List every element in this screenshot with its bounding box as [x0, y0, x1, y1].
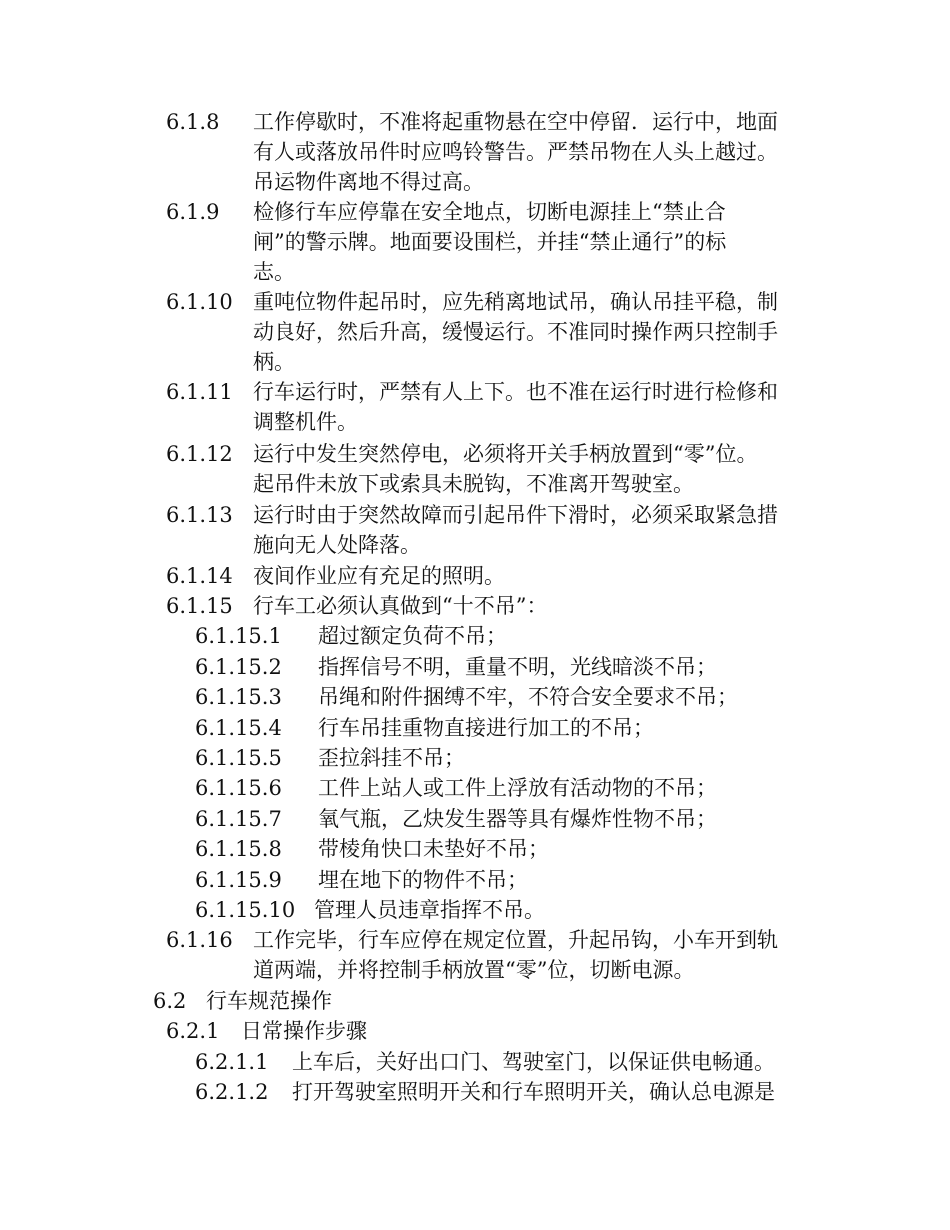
clause-text: 歪拉斜挂不吊；: [318, 746, 465, 770]
clause-text: 检修行车应停靠在安全地点，切断电源挂上“禁止合: [253, 200, 726, 224]
clause-text: 带棱角快口未垫好不吊；: [318, 837, 549, 861]
clause-number: 6.1.16: [166, 928, 233, 952]
clause-number: 6.1.9: [166, 200, 220, 224]
clause-number: 6.1.13: [166, 503, 233, 527]
clause-text: 上车后，关好出口门、驾驶室门，以保证供电畅通。: [292, 1050, 775, 1074]
clause-text: 超过额定负荷不吊；: [318, 624, 507, 648]
clause-text: 闸”的警示牌。地面要设围栏，并挂“禁止通行”的标: [253, 230, 727, 255]
clause-text: 氧气瓶，乙炔发生器等具有爆炸性物不吊；: [318, 807, 717, 831]
clause-text: 行车工必须认真做到“十不吊”：: [253, 594, 548, 618]
clause-text: 工作停歇时，不准将起重物悬在空中停留．运行中，地面: [253, 110, 778, 134]
clause-text: 柄。: [253, 350, 295, 375]
clause-text: 打开驾驶室照明开关和行车照明开关，确认总电源是: [292, 1080, 775, 1104]
clause-text: 起吊件未放下或索具未脱钩，不准离开驾驶室。: [253, 472, 694, 497]
clause-text: 吊绳和附件捆缚不牢，不符合安全要求不吊；: [318, 685, 738, 709]
clause-number: 6.1.15.9: [195, 868, 282, 892]
clause-text: 运行时由于突然故障而引起吊件下滑时，必须采取紧急措: [253, 503, 778, 527]
clause-text: 行车吊挂重物直接进行加工的不吊；: [318, 716, 654, 740]
clause-text: 动良好，然后升高，缓慢运行。不准同时操作两只控制手: [253, 320, 778, 345]
clause-number: 6.1.12: [166, 442, 233, 466]
clause-text: 道两端，并将控制手柄放置“零”位，切断电源。: [253, 958, 695, 983]
clause-number: 6.1.8: [166, 110, 220, 134]
clause-text: 重吨位物件起吊时，应先稍离地试吊，确认吊挂平稳，制: [253, 290, 778, 314]
clause-number: 6.1.15: [166, 594, 233, 618]
clause-number: 6.1.15.3: [195, 685, 282, 709]
clause-text: 行车运行时，严禁有人上下。也不准在运行时进行检修和: [253, 380, 778, 404]
clause-number: 6.1.15.10: [195, 898, 296, 922]
clause-text: 工件上站人或工件上浮放有活动物的不吊；: [318, 776, 717, 800]
clause-text: 有人或落放吊件时应鸣铃警告。严禁吊物在人头上越过。: [253, 140, 778, 165]
clause-text: 运行中发生突然停电，必须将开关手柄放置到“零”位。: [253, 442, 758, 466]
clause-number: 6.1.15.7: [195, 807, 282, 831]
clause-number: 6.1.11: [166, 380, 233, 404]
clause-number: 6.1.15.2: [195, 655, 282, 679]
clause-text: 施向无人处降落。: [253, 533, 421, 558]
clause-number: 6.1.10: [166, 290, 233, 314]
clause-text: 吊运物件离地不得过高。: [253, 170, 484, 195]
clause-text: 志。: [253, 260, 295, 285]
clause-number: 6.1.15.8: [195, 837, 282, 861]
clause-number: 6.1.14: [166, 564, 233, 588]
clause-text: 工作完毕，行车应停在规定位置，升起吊钩，小车开到轨: [253, 928, 778, 952]
clause-number: 6.1.15.1: [195, 624, 282, 648]
clause-number: 6.1.15.4: [195, 716, 282, 740]
clause-number: 6.2: [153, 989, 187, 1013]
clause-number: 6.1.15.6: [195, 776, 282, 800]
clause-text: 日常操作步骤: [241, 1019, 367, 1043]
clause-number: 6.2.1.1: [195, 1050, 269, 1074]
clause-text: 埋在地下的物件不吊；: [318, 868, 528, 892]
clause-text: 夜间作业应有充足的照明。: [253, 564, 505, 588]
clause-number: 6.2.1: [166, 1019, 220, 1043]
clause-text: 调整机件。: [253, 410, 358, 435]
clause-number: 6.1.15.5: [195, 746, 282, 770]
clause-text: 管理人员违章指挥不吊。: [314, 898, 545, 922]
clause-text: 行车规范操作: [206, 989, 332, 1013]
clause-number: 6.2.1.2: [195, 1080, 269, 1104]
clause-text: 指挥信号不明，重量不明，光线暗淡不吊；: [318, 655, 717, 679]
